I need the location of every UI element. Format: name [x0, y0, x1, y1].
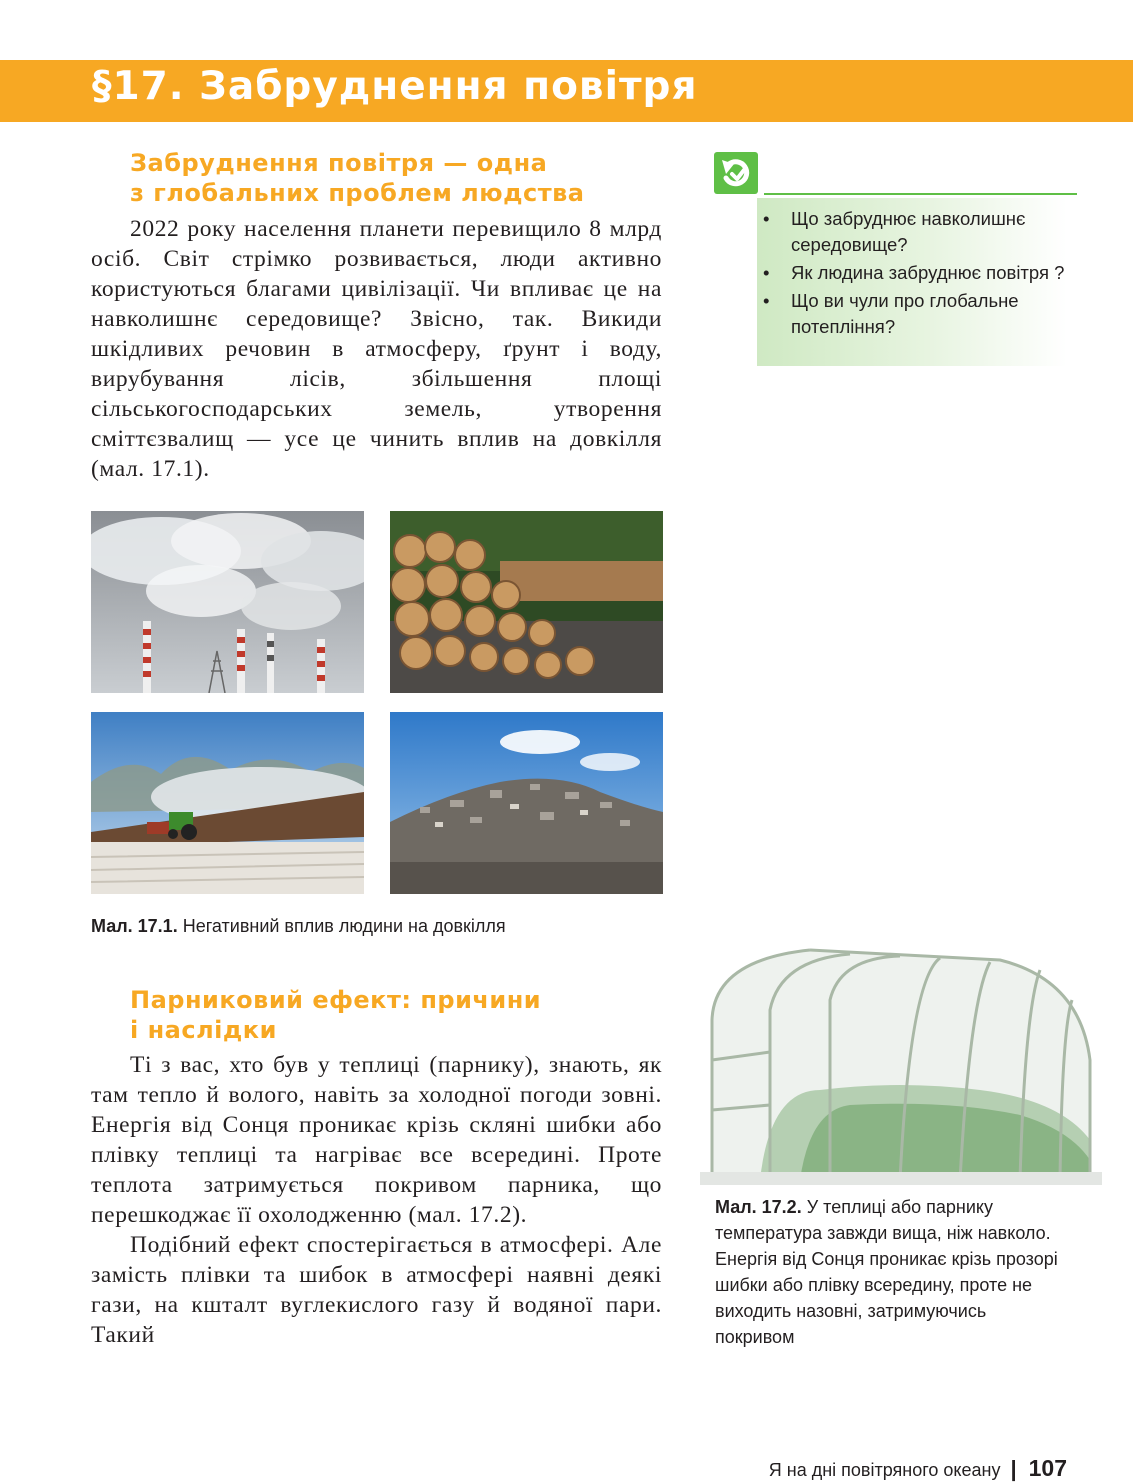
figure-label: Мал. 17.1. [91, 916, 178, 936]
footer-separator: | [1010, 1456, 1017, 1481]
figure-label: Мал. 17.2. [715, 1197, 802, 1217]
landfill-photo [390, 712, 663, 894]
chapter-title: §17. Забруднення повітря [92, 64, 698, 109]
page-footer [769, 1455, 1067, 1482]
review-questions-box [757, 198, 1067, 366]
figure-17-2-caption [715, 1194, 1065, 1350]
review-question: • Що ви чули про глобальне потепління? [757, 288, 1067, 340]
factory-smoke-photo [91, 511, 364, 693]
section-heading-line: Забруднення повітря — одна [130, 149, 548, 177]
paragraph: Подібний ефект спостерігається в атмосфері. Але замість плівки та шибок в атмосфері наявні деякі гази, на кшталт вуглекислого газу й водяної пари. Такий [91, 1232, 662, 1348]
section-heading-line: Парниковий ефект: причини [130, 986, 542, 1014]
figure-caption-text: Негативний вплив людини на довкілля [182, 916, 506, 936]
review-question: • Що забруднює навколишнє середовище? [757, 206, 1067, 258]
review-arrow-icon [714, 152, 758, 194]
review-question: • Як людина забруднює повітря ? [757, 260, 1067, 286]
greenhouse-photo [700, 940, 1102, 1185]
page-number: 107 [1028, 1455, 1067, 1481]
footer-chapter-title: Я на дні повітряного океану [768, 1460, 1001, 1480]
paragraph: 2022 року населення планети перевищило 8 млрд осіб. Світ стрімко розвивається, люди активно користуються благами цивілізації. Чи впливає це на навколишнє середовище? Звісно, так. Викиди шкідливих речовин в атмосферу, ґрунт і воду, вирубування лісів, збільшення площі сільськогосподарських земель, утворення сміттєзвалищ — усе це чинить вплив на довкілля (мал. 17.1). [91, 216, 662, 482]
review-divider [764, 193, 1077, 195]
section-heading-line: і наслідки [130, 1016, 277, 1044]
section-1-text [91, 214, 662, 484]
tractor-field-photo [91, 712, 364, 894]
section-heading-line: з глобальних проблем людства [130, 179, 585, 207]
paragraph: Ті з вас, хто був у теплиці (парнику), знають, як там тепло й волого, навіть за холодної погоди зовні. Енергія від Сонця проникає крізь скляні шибки або плівку теплиці та нагріває все всередині. Проте теплота затримується покривом парника, що перешкоджає її охолодженню (мал. 17.2). [91, 1052, 662, 1228]
figure-17-1-caption [91, 913, 506, 939]
section-heading-greenhouse-effect [130, 985, 541, 1045]
section-2-text [91, 1050, 662, 1350]
section-heading-air-pollution [130, 148, 585, 208]
cut-logs-photo [390, 511, 663, 693]
figure-caption-text: У теплиці або парнику температура завжди вища, ніж навколо. Енергія від Сонця проникає крізь прозорі шибки або плівку всередину, проте не виходить назовні, затримуючись покривом [715, 1197, 1058, 1347]
